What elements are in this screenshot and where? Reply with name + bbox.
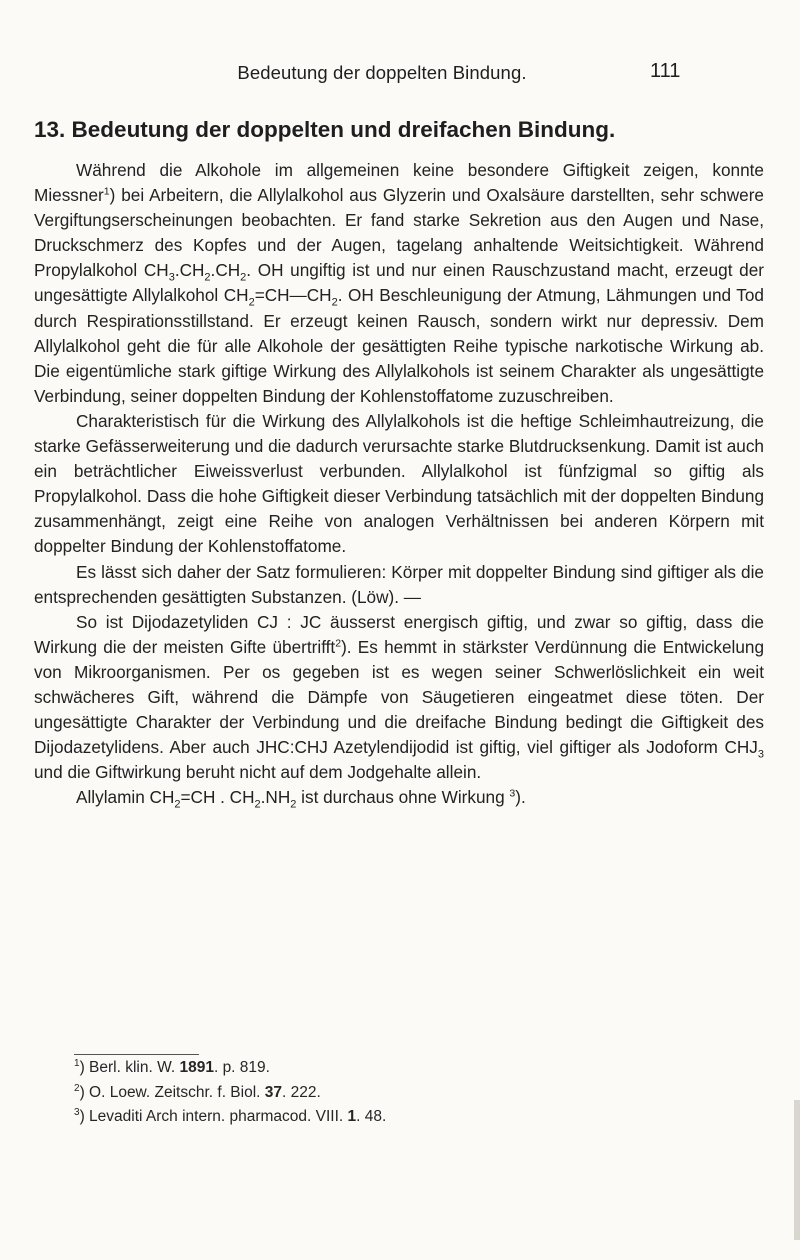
paragraph: Es lässt sich daher der Satz formulieren: Körper mit doppelter Bindung sind giftiger als die entsprechenden gesättigten Substanzen. (Löw). — (34, 561, 764, 607)
paragraph: Charakteristisch für die Wirkung des Allylalkohols ist die heftige Schleimhautreizung, die starke Gefässerweiterung und die dadurch verursachte starke Blutdrucksenkung. Damit ist auch ein beträchtlicher Eiweissverlust verbunden. Allylalkohol ist fünfzigmal so giftig als Propylalkohol. Dass die hohe Giftigkeit dieser Verbindung tatsächlich mit der doppelten Bindung zusammenhängt, zeigt eine Reihe von analogen Verhältnissen bei anderen Körpern mit doppelter Bindung der Kohlenstoffatome. (34, 410, 764, 557)
footnote: $^2$) O. Loew. Zeitschr. f. Biol. 37. 222. (74, 1082, 321, 1101)
body-text (34, 158, 764, 810)
section-number: 13. (34, 117, 66, 142)
footnote-ref: 2 (335, 637, 342, 650)
paragraph: Allylamin $CH_2=CH$ . $CH_2.NH_2$ ist durchaus ohne Wirkung $^3$). (76, 787, 526, 811)
section-title: Bedeutung der doppelten und dreifachen Bindung. (71, 117, 616, 142)
section-heading (34, 117, 774, 143)
running-title: Bedeutung der doppelten Bindung. (237, 62, 527, 83)
page-number: 111 (650, 60, 681, 82)
footnote: $^1$) Berl. klin. W. 1891. p. 819. (74, 1057, 270, 1076)
paragraph: Während die Alkohole im allgemeinen keine besondere Giftigkeit zeigen, konnte Miessner$^1$) bei Arbeitern, die Allylalkohol aus Glyzerin und Oxalsäure darstellten, sehr schwere Vergiftungserscheinungen beobachten. Er fand starke Sekretion aus den Augen und Nase, Druckschmerz des Kopfes und der Augen, tagelang anhaltende Weitsichtigkeit. Während Propylalkohol $CH_3.CH_2.CH_2$. OH ungiftig ist und nur einen Rauschzustand macht, erzeugt der ungesättigte Allylalkohol $CH_2=CH—CH_2$. OH Beschleunigung der Atmung, Lähmungen und Tod durch Respirationsstillstand. Er erzeugt keinen Rausch, sondern wirkt nur depressiv. Dem Allylalkohol geht die für alle Alkohole der gesättigten Reihe typische narkotische Wirkung ab. Die eigentümliche stark giftige Wirkung des Allylalkohols ist seinem Charakter als ungesättigte Verbindung, seiner doppelten Bindung der Kohlenstoffatome zuzuschreiben. (34, 160, 764, 406)
footnote-ref: 1 (103, 185, 110, 198)
footnote-ref: 3 (509, 787, 516, 800)
running-head (0, 60, 800, 90)
footnotes (74, 1056, 674, 1130)
paragraph: So ist Dijodazetyliden CJ : JC äusserst energisch giftig, und zwar so giftig, dass die Wirkung die der meisten Gifte übertrifft$^2$). Es hemmt in stärkster Verdünnung die Entwickelung von Mikroorganismen. Per os gegeben ist es wegen seiner Schwerlöslichkeit ein weit schwächeres Gift, während die Dämpfe von Säugetieren eingeatmet diese töten. Der ungesättigte Charakter der Verbindung und die dreifache Bindung bedingt die Giftigkeit des Dijodazetylidens. Aber auch JHC:CHJ Azetylendijodid ist giftig, viel giftiger als Jodoform $CHJ_3$ und die Giftwirkung beruht nicht auf dem Jodgehalte allein. (34, 611, 764, 783)
page-edge-shadow (794, 1100, 800, 1240)
footnote: $^3$) Levaditi Arch intern. pharmacod. VIII. 1. 48. (74, 1106, 387, 1125)
footnote-divider (74, 1054, 199, 1055)
